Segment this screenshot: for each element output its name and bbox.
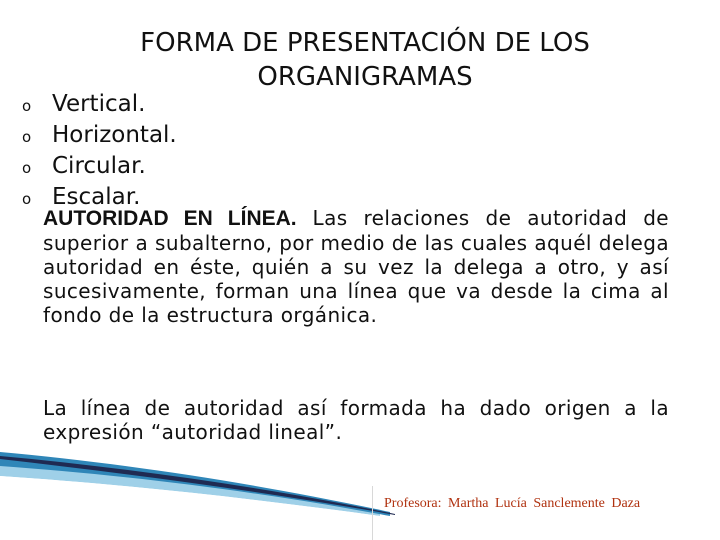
list-item-label: Horizontal. (52, 121, 177, 148)
lineal-authority-paragraph: La línea de autoridad así formada ha dado origen a la expresión “autoridad lineal”. (43, 396, 669, 444)
list-item-label: Escalar. (52, 183, 141, 210)
bullet-icon: o (22, 127, 32, 146)
bullet-icon: o (22, 158, 32, 177)
list-item (22, 150, 177, 181)
presentation-types-list (22, 88, 177, 212)
authority-line-paragraph (43, 206, 669, 327)
list-item (22, 119, 177, 150)
slide-title: FORMA DE PRESENTACIÓN DE LOS ORGANIGRAMAS (140, 28, 590, 92)
list-item (22, 88, 177, 119)
paragraph-body: Las relaciones de autoridad de superior a subalterno, por medio de las cuales aquél delega autoridad en éste, quién a su vez la delega a otro, y así sucesivamente, forman una línea que va desde la cima al fondo de la estructura orgánica. (43, 206, 669, 327)
list-item-label: Vertical. (52, 90, 146, 117)
bullet-icon: o (22, 96, 32, 115)
paragraph-lead: AUTORIDAD EN LÍNEA. (43, 207, 297, 230)
list-item-label: Circular. (52, 152, 146, 179)
bullet-icon: o (22, 189, 32, 208)
signature-divider (372, 486, 373, 540)
signature: Profesora: Martha Lucía Sanclemente Daza (384, 496, 641, 511)
decorative-swoosh (0, 450, 400, 540)
